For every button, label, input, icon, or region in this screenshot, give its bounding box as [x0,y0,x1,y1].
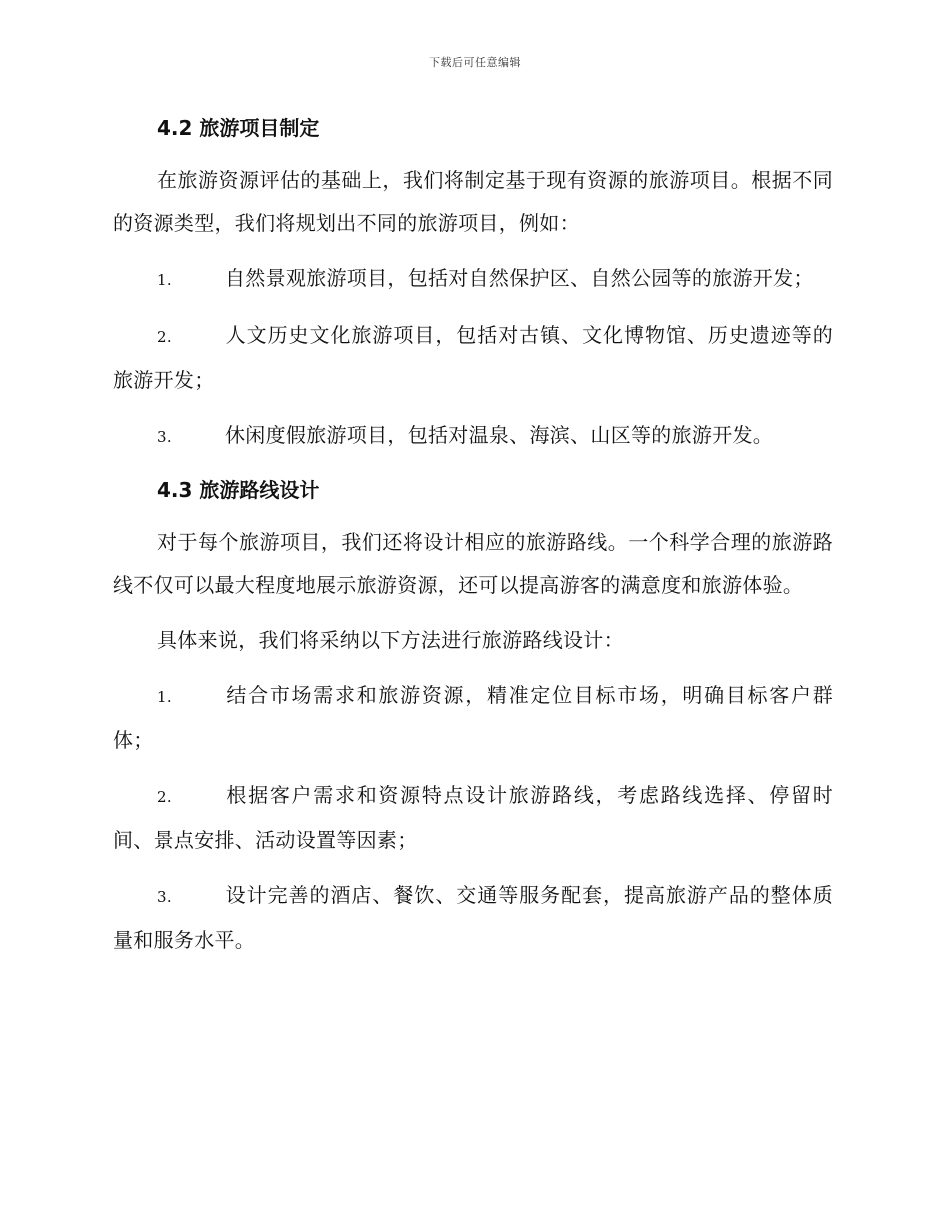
list-item [113,774,833,862]
list-number: 1. [157,271,172,289]
list-text: 设计完善的酒店、餐饮、交通等服务配套，提高旅游产品的整体质量和服务水平。 [113,883,833,952]
list-item [113,874,833,962]
list-item [113,314,833,402]
list-number: 2. [157,328,172,346]
list-number: 3. [157,888,172,906]
section-heading-4-3: 4.3 旅游路线设计 [157,478,320,502]
list-number: 2. [157,788,172,806]
list-text: 结合市场需求和旅游资源，精准定位目标市场，明确目标客户群体； [113,683,833,752]
section-heading-4-2: 4.2 旅游项目制定 [157,116,320,140]
list-item [113,674,833,762]
section-4-3-intro: 对于每个旅游项目，我们还将设计相应的旅游路线。一个科学合理的旅游路线不仅可以最大程度地展示旅游资源，还可以提高游客的满意度和旅游体验。 [113,530,833,597]
list-item [113,257,833,302]
section-4-3-method-intro: 具体来说，我们将采纳以下方法进行旅游路线设计： [157,628,624,652]
list-text: 根据客户需求和资源特点设计旅游路线，考虑路线选择、停留时间、景点安排、活动设置等因素； [113,783,833,852]
list-text: 自然景观旅游项目，包括对自然保护区、自然公园等的旅游开发； [225,266,814,290]
section-4-2-intro: 在旅游资源评估的基础上，我们将制定基于现有资源的旅游项目。根据不同的资源类型，我们将规划出不同的旅游项目，例如： [113,168,833,235]
list-number: 1. [157,688,172,706]
list-text: 人文历史文化旅游项目，包括对古镇、文化博物馆、历史遗迹等的旅游开发； [113,323,833,392]
document-content [113,108,833,962]
list-text: 休闲度假旅游项目，包括对温泉、海滨、山区等的旅游开发。 [225,423,774,447]
header-note: 下载后可任意编辑 [429,56,521,69]
list-item [113,414,833,459]
list-number: 3. [157,428,172,446]
